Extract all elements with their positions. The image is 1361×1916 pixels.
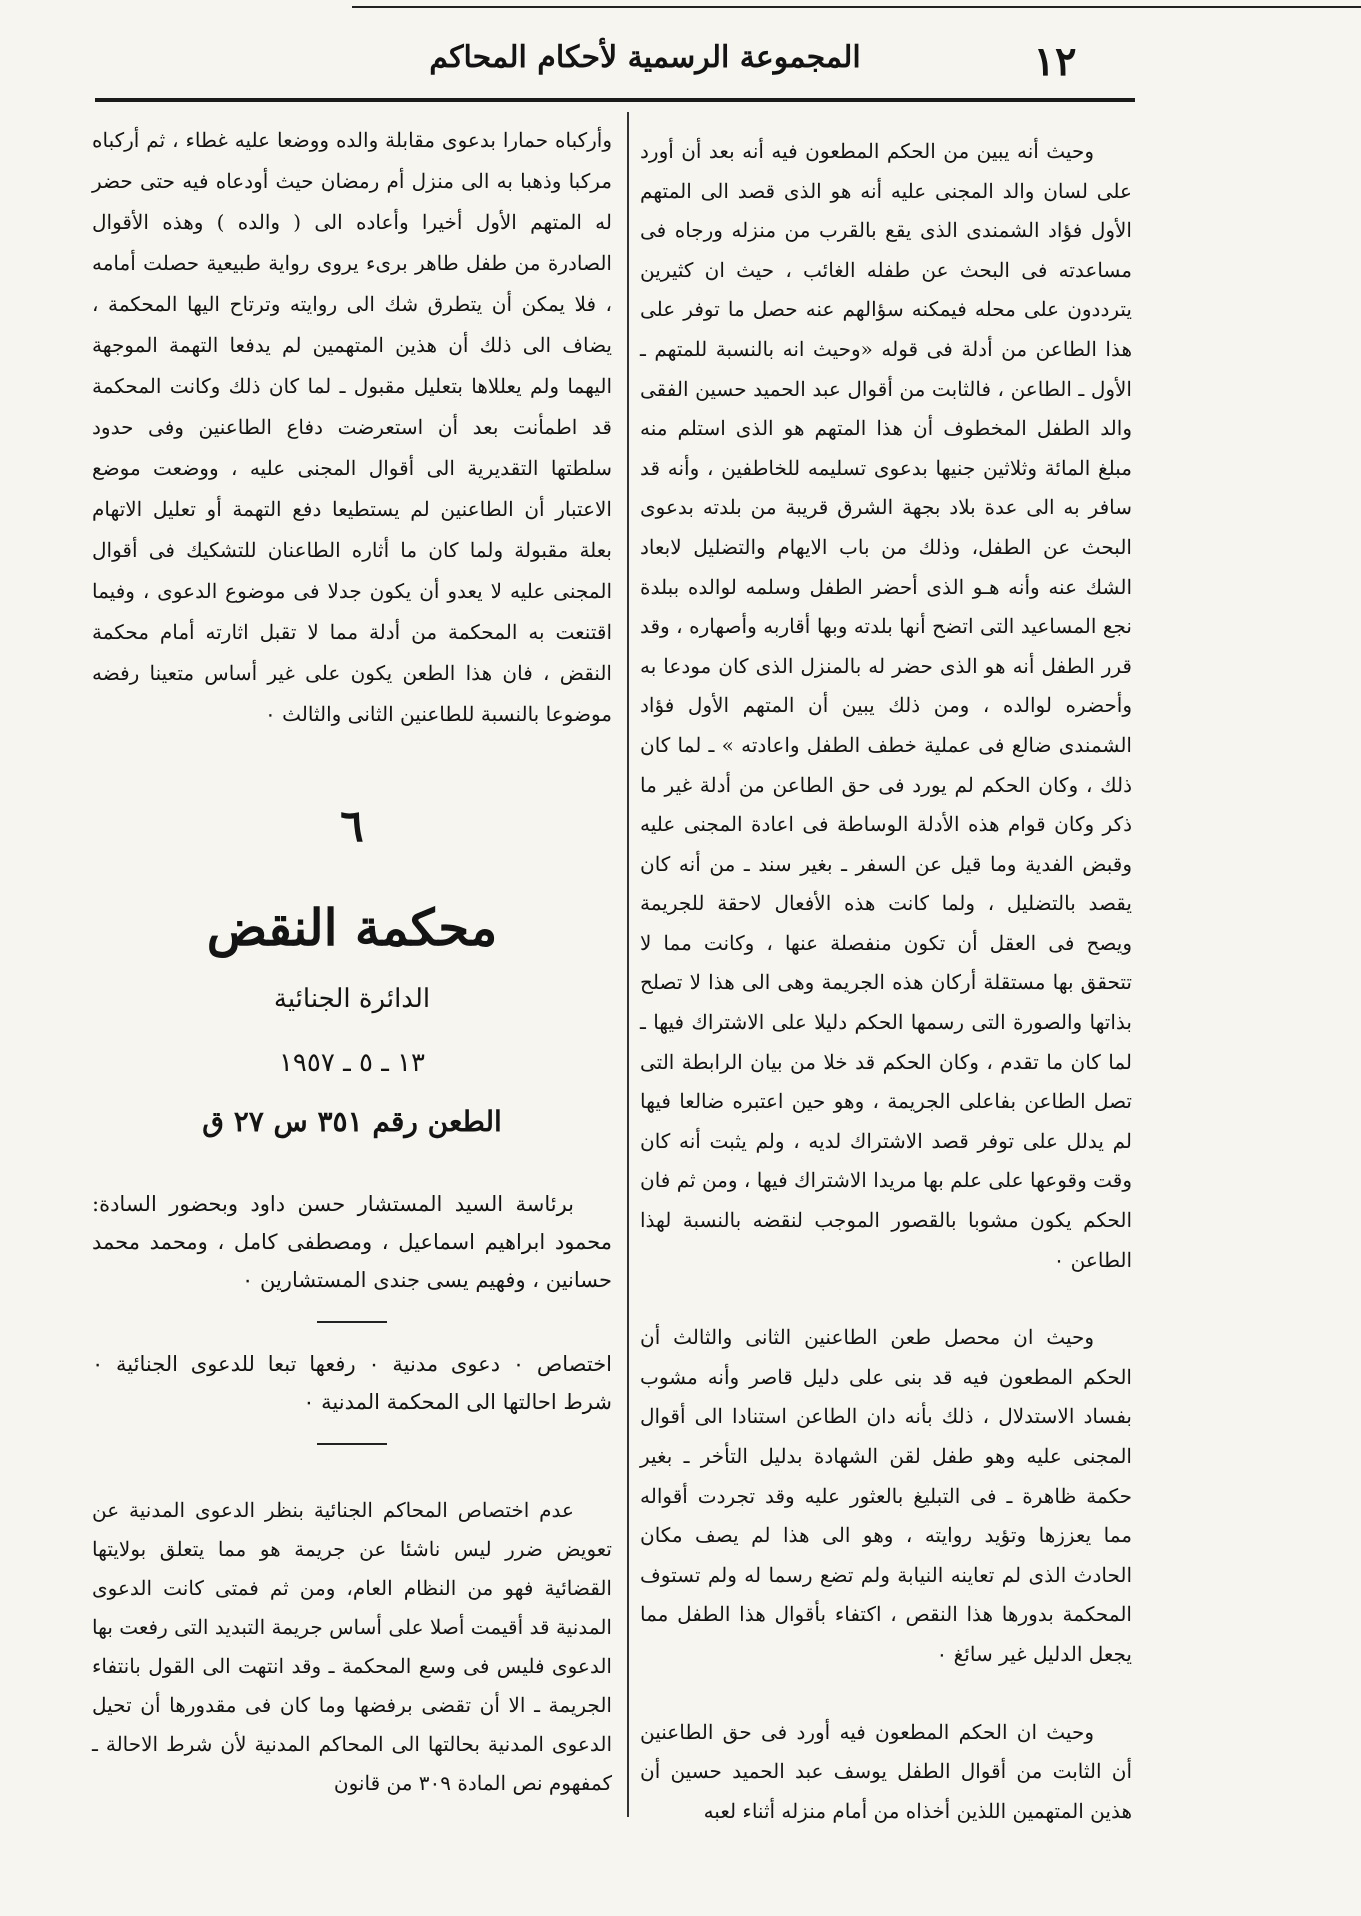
paragraph: وحيث أنه يبين من الحكم المطعون فيه أنه بعد أن أورد على لسان والد المجنى عليه أنه هو الذى قصد الى المتهم الأول فؤاد الشمندى الذى يقع بالقرب من منزله ورجاه فى مساعدته فى البحث عن طفله الغائب ، حيث ان كثيرين يترددون على محله فيمكنه سؤالهم عنه حصل ما توفر على هذا الطاعن من أدلة فى قوله «وحيث انه بالنسبة للمتهم ـ الأول ـ الطاعن ، فالثابت من أقوال عبد الحميد حسين الفقى والد الطفل المخطوف أن هذا المتهم هو الذى استلم منه مبلغ المائة وثلاثين جنيها بدعوى تسليمه للخاطفين ، وأنه قد سافر به الى عدة بلاد بجهة الشرق قريبة من بلدته بدعوى البحث عن الطفل، وذلك من باب الايهام والتضليل لابعاد الشك عنه وأنه هـو الذى أحضر الطفل وسلمه لوالده ببلدة نجع المساعيد التى اتضح أنها بلدته وبها أقاربه وأصهاره ، وقد قرر الطفل أنه هو الذى حضر له بالمنزل الذى كان مودعا به وأحضره لوالده ، ومن ذلك يبين أن المتهم الأول فؤاد الشمندى ضالع فى عملية خطف الطفل واعادته » ـ لما كان ذلك ، وكان الحكم لم يورد فى حق الطاعن من أدلة غير ما ذكر وكان قوام هذه الأدلة الوساطة فى اعادة المجنى عليه وقبض الفدية وما قيل عن السفر ـ بغير سند ـ من أنه كان يقصد بالتضليل ، ولما كانت هذه الأفعال لاحقة للجريمة ويصح فى العقل أن تكون منفصلة عنها ، وكانت مما لا تتحقق بها مستقلة أركان هذه الجريمة وهى الى هذا لا تصلح بذاتها والصورة التى رسمها الحكم دليلا على الاشتراك فيها ـ لما كان ما تقدم ، وكان الحكم قد خلا من بيان الرابطة التى تصل الطاعن بفاعلى الجريمة ، وهو حين اعتبره ضالعا فيها لم يدلل على توفر قصد الاشتراك لديه ، ولم يثبت أنه كان وقت وقوعها على علم بها مريدا الاشتراك فيها ، ومن ثم فان الحكم يكون مشوبا بالقصور الموجب لنقضه بالنسبة لهذا الطاعن ٠ <box>640 139 1132 1272</box>
header-rule <box>95 98 1135 102</box>
right-column <box>640 132 1132 1831</box>
paragraph: وحيث ان محصل طعن الطاعنين الثانى والثالث أن الحكم المطعون فيه قد بنى على دليل قاصر وأنه مشوب بفساد الاستدلال ، ذلك بأنه دان الطاعن استنادا الى أقوال المجنى عليه وهو طفل لقن الشهادة بدليل التأخر ـ بغير حكمة ظاهرة ـ فى التبليغ بالعثور عليه وقد تجردت أقواله مما يعززها وتؤيد روايته ، وهو الى هذا لم يصف مكان الحادث الذى لم تعاينه النيابة ولم تضع رسما له ولم تستوف المحكمة بدورها هذا النقص ، اكتفاء بأقوال هذا الطفل مما يجعل الدليل غير سائغ ٠ <box>640 1325 1132 1666</box>
chamber-name: الدائرة الجنائية <box>273 984 431 1014</box>
left-column <box>92 120 612 1803</box>
summary-paragraph: عدم اختصاص المحاكم الجنائية بنظر الدعوى المدنية عن تعويض ضرر ليس ناشئا عن جريمة هو مما يتعلق بولايتها القضائية فهو من النظام العام، ومن ثم فمتى كانت الدعوى المدنية قد أقيمت أصلا على أساس جريمة التبديد التى رفعت بها الدعوى فليس فى وسع المحكمة ـ وقد انتهت الى القول بانتفاء الجريمة ـ الا أن تقضى برفضها وما كان فى مقدورها أن تحيل الدعوى المدنية بحالتها الى المحاكم المدنية لأن شرط الاحالة ـ كمفهوم نص المادة ٣٠٩ من قانون <box>92 1498 612 1795</box>
court-name: محكمة النقض <box>206 898 498 957</box>
continuation-paragraph: وأركباه حمارا بدعوى مقابلة والده ووضعا عليه غطاء ، ثم أركباه مركبا وذهبا به الى منزل أم رمضان حيث أودعاه فيه حتى حضر له المتهم الأول أخيرا وأعاده الى ( والده ) وهذه الأقوال الصادرة من طفل طاهر برىء يروى رواية طبيعية حصلت أمامه ، فلا يمكن أن يتطرق شك الى روايته وترتاح اليها المحكمة ، يضاف الى ذلك أن هذين المتهمين لم يدفعا التهمة الموجهة اليهما ولم يعللاها بتعليل مقبول ـ لما كان ذلك وكانت المحكمة قد اطمأنت بعد أن استعرضت دفاع الطاعنين وفى حدود سلطتها التقديرية الى أقوال المجنى عليه ، ووضعت موضع الاعتبار أن الطاعنين لم يستطيعا دفع التهمة أو تعليل الاتهام بعلة مقبولة ولما كان ما أثاره الطاعنان للتشكيك فى أقوال المجنى عليه لا يعدو أن يكون جدلا فى موضوع الدعوى ، وفيما اقتنعت به المحكمة من أدلة مما لا تقبل اثارته أمام محكمة النقض ، فان هذا الطعن يكون على غير أساس متعينا رفضه موضوعا بالنسبة للطاعنين الثانى والثالث ٠ <box>92 128 612 726</box>
appeal-number: الطعن رقم ٣٥١ س ٢٧ ق <box>202 1105 502 1138</box>
paragraph: وحيث ان الحكم المطعون فيه أورد فى حق الطاعنين أن الثابت من أقوال الطفل يوسف عبد الحميد حسين أن هذين المتهمين اللذين أخذاه من أمام منزله أثناء لعبه <box>640 1719 1132 1823</box>
keywords: اختصاص ٠ دعوى مدنية ٠ رفعها تبعا للدعوى الجنائية ٠ شرط احالتها الى المحكمة المدنية ٠ <box>92 1352 613 1414</box>
case-number: ٦ <box>340 801 364 852</box>
page-number: ١٢ <box>1033 38 1077 85</box>
panel-composition: برئاسة السيد المستشار حسن داود وبحضور السادة: محمود ابراهيم اسماعيل ، ومصطفى كامل ، ومحمد محمد حسانين ، وفهيم يسى جندى المستشارين ٠ <box>92 1192 612 1292</box>
column-divider <box>627 112 629 1817</box>
section-divider <box>317 1443 387 1445</box>
top-border-line <box>352 6 1361 8</box>
running-title: المجموعة الرسمية لأحكام المحاكم <box>429 40 861 75</box>
case-date: ١٣ ـ ٥ ـ ١٩٥٧ <box>278 1048 426 1078</box>
section-divider <box>317 1321 387 1323</box>
